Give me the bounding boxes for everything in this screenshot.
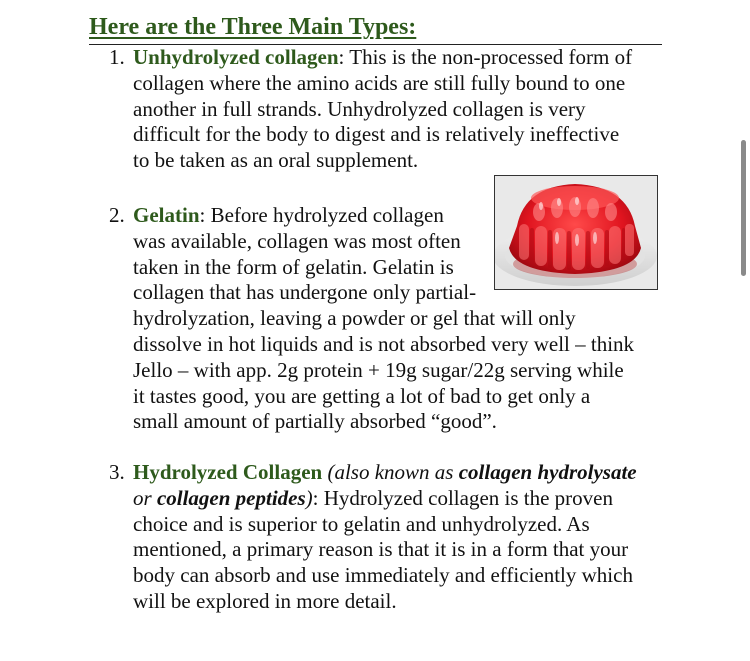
item-text-line: : This is the non-processed form of [338, 45, 633, 69]
term-unhydrolyzed: Unhydrolyzed collagen [133, 45, 339, 69]
item-text-line: collagen that has undergone only partial- [133, 280, 477, 305]
term-hydrolyzed: Hydrolyzed Collagen [133, 460, 323, 484]
item-text-line: : Hydrolyzed collagen is the proven [312, 485, 613, 510]
item-text-line: Jello – with app. 2g protein + 19g sugar/22g serving while [133, 357, 624, 382]
list-item-gelatin [109, 203, 673, 435]
item-text-line: : Before hydrolyzed collagen [199, 203, 444, 227]
item-text-line: will be explored in more detail. [133, 588, 397, 613]
item-text-line: body can absorb and use immediately and efficiently which [133, 563, 633, 588]
item-text-line: was available, collagen was most often [133, 228, 461, 253]
item-text-line: it tastes good, you are getting a lot of bad to get only a [133, 383, 591, 408]
item-text-line: small amount of partially absorbed “good”. [133, 409, 497, 434]
list-number: 1. [109, 45, 125, 69]
aka-text: (also known as [322, 460, 459, 484]
item-text-line: to be taken as an oral supplement. [133, 148, 419, 173]
item-text-line: dissolve in hot liquids and is not absorbed very well – think [133, 331, 635, 356]
item-text-line: taken in the form of gelatin. Gelatin is [133, 254, 454, 279]
item-text-line: mentioned, a primary reason is that it is in a form that your [133, 537, 629, 562]
term-gelatin: Gelatin [133, 203, 200, 227]
list-item-unhydrolyzed [109, 45, 673, 174]
alt-term-hydrolysate: collagen hydrolysate [458, 460, 637, 484]
list-item-hydrolyzed [109, 460, 673, 615]
vertical-scrollbar[interactable] [741, 140, 746, 276]
or-text: or [133, 485, 157, 510]
item-text-line: hydrolyzation, leaving a powder or gel that will only [133, 306, 576, 331]
list-number: 2. [109, 203, 125, 227]
alt-term-peptides: collagen peptides [156, 485, 306, 510]
item-text-line: choice and is superior to gelatin and unhydrolyzed. As [133, 511, 590, 536]
item-text-line: another in full strands. Unhydrolyzed collagen is very [133, 96, 586, 121]
item-text-line: difficult for the body to digest and is relatively ineffective [133, 122, 620, 147]
paren-close: ) [305, 485, 313, 510]
list-number: 3. [109, 460, 125, 484]
item-text-line: collagen where the amino acids are still fully bound to one [133, 70, 626, 95]
section-heading: Here are the Three Main Types: [89, 14, 417, 40]
